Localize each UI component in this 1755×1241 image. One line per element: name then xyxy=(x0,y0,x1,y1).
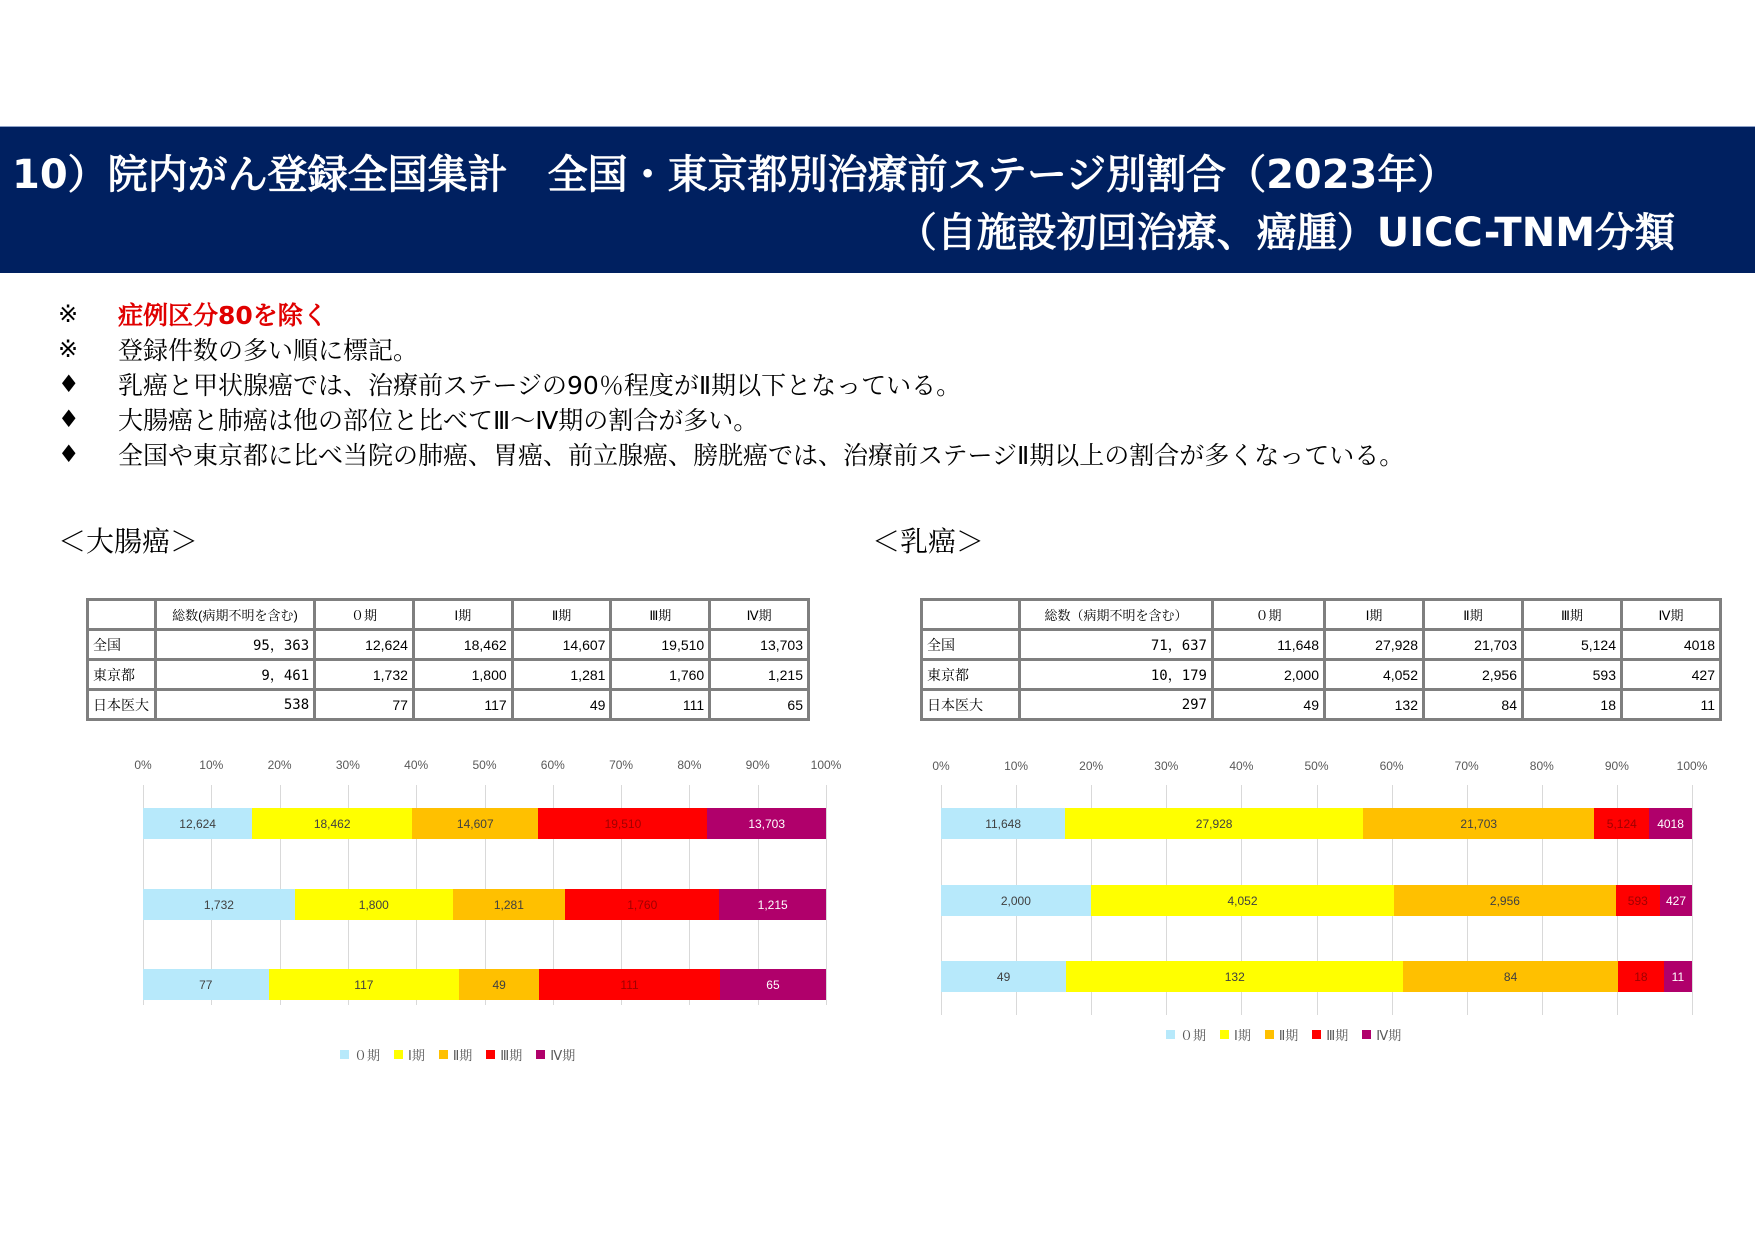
bar-segment: 77 xyxy=(143,969,269,1000)
bar-segment: 5,124 xyxy=(1594,808,1649,839)
total-cell: 538 xyxy=(155,690,314,720)
stage-count-cell: 4018 xyxy=(1622,630,1721,660)
legend-swatch-icon xyxy=(1166,1030,1175,1039)
title-banner xyxy=(0,126,1755,273)
table-row xyxy=(922,630,1721,660)
bar-segment: 427 xyxy=(1660,885,1692,916)
legend-swatch-icon xyxy=(1265,1030,1274,1039)
legend-item xyxy=(486,1045,522,1064)
reference-mark-icon: ※ xyxy=(58,334,79,363)
x-axis-tick-label: 100% xyxy=(1676,759,1708,773)
page-title: 10）院内がん登録全国集計 全国・東京都別治療前ステージ別割合（2023年） xyxy=(12,152,1458,198)
stage-count-cell: 77 xyxy=(315,690,414,720)
note-text: 全国や東京都に比べ当院の肺癌、胃癌、前立腺癌、膀胱癌では、治療前ステージⅡ期以上の割合が多くなっている。 xyxy=(118,440,1405,470)
note-item xyxy=(58,296,1404,331)
bar-segment: 49 xyxy=(459,969,539,1000)
bar-segment: 12,624 xyxy=(143,808,252,839)
column-header: ０期 xyxy=(315,600,414,630)
legend-item xyxy=(1362,1025,1401,1044)
column-header: 総数(病期不明を含む) xyxy=(155,600,314,630)
legend-swatch-icon xyxy=(439,1050,448,1059)
note-text: 症例区分80を除く xyxy=(118,300,328,330)
x-axis-tick-label: 50% xyxy=(1304,759,1329,773)
bar-segment: 4018 xyxy=(1649,808,1692,839)
stage-count-cell: 132 xyxy=(1325,690,1424,720)
bar-segment: 593 xyxy=(1616,885,1660,916)
row-label: 日本医大 xyxy=(922,690,1020,720)
x-axis-tick-label: 0% xyxy=(932,759,950,773)
page-subtitle: （自施設初回治療、癌腫）UICC-TNM分類 xyxy=(896,210,1675,256)
column-header: Ⅳ期 xyxy=(1622,600,1721,630)
stage-count-cell: 111 xyxy=(611,690,710,720)
column-header: Ⅳ期 xyxy=(710,600,809,630)
bar-segment: 1,281 xyxy=(453,889,565,920)
notes-list xyxy=(58,296,1404,471)
legend-item xyxy=(340,1045,380,1064)
legend-label: Ⅰ期 xyxy=(408,1049,425,1064)
legend-item xyxy=(1220,1025,1251,1044)
x-axis-tick-label: 90% xyxy=(745,758,770,772)
table-row xyxy=(922,690,1721,720)
section-title-breast: ＜乳癌＞ xyxy=(872,525,985,558)
legend-swatch-icon xyxy=(340,1050,349,1059)
column-header: Ⅰ期 xyxy=(1325,600,1424,630)
total-cell: 9，461 xyxy=(155,660,314,690)
bar-segment: 13,703 xyxy=(707,808,826,839)
legend-item xyxy=(1265,1025,1298,1044)
total-cell: 71，637 xyxy=(1020,630,1213,660)
stage-count-cell: 5,124 xyxy=(1523,630,1622,660)
x-axis-tick-label: 80% xyxy=(1529,759,1554,773)
stacked-bar xyxy=(143,969,826,1000)
stage-count-cell: 12,624 xyxy=(315,630,414,660)
bar-segment: 2,956 xyxy=(1394,885,1615,916)
stage-count-cell: 19,510 xyxy=(611,630,710,660)
stage-count-cell: 593 xyxy=(1523,660,1622,690)
bar-segment: 19,510 xyxy=(538,808,707,839)
x-axis-tick-label: 40% xyxy=(1229,759,1254,773)
total-cell: 297 xyxy=(1020,690,1213,720)
legend-swatch-icon xyxy=(486,1050,495,1059)
column-header xyxy=(922,600,1020,630)
legend-item xyxy=(1312,1025,1348,1044)
diamond-bullet-icon: ♦ xyxy=(58,404,80,433)
legend-label: Ⅲ期 xyxy=(500,1049,523,1064)
stage-count-cell: 18 xyxy=(1523,690,1622,720)
chart-legend xyxy=(340,1045,575,1064)
table-header-row xyxy=(88,600,809,630)
bar-segment: 11 xyxy=(1664,961,1692,992)
stage-count-cell: 84 xyxy=(1424,690,1523,720)
bar-segment: 1,732 xyxy=(143,889,295,920)
gridline xyxy=(1692,785,1693,1015)
legend-label: Ⅳ期 xyxy=(1376,1029,1402,1044)
chart-legend xyxy=(1166,1025,1401,1044)
legend-swatch-icon xyxy=(394,1050,403,1059)
gridline xyxy=(826,785,827,1005)
stacked-bar xyxy=(941,961,1692,992)
column-header: Ⅲ期 xyxy=(1523,600,1622,630)
note-item xyxy=(58,436,1404,471)
bar-segment: 84 xyxy=(1403,961,1618,992)
stage-count-cell: 65 xyxy=(710,690,809,720)
column-header: Ⅰ期 xyxy=(413,600,512,630)
row-label: 日本医大 xyxy=(88,690,156,720)
stage-count-cell: 2,956 xyxy=(1424,660,1523,690)
bar-segment: 1,760 xyxy=(565,889,719,920)
x-axis-tick-label: 80% xyxy=(677,758,702,772)
x-axis-tick-label: 60% xyxy=(1379,759,1404,773)
x-axis-tick-label: 50% xyxy=(472,758,497,772)
column-header: Ⅱ期 xyxy=(1424,600,1523,630)
bar-segment: 132 xyxy=(1066,961,1403,992)
reference-mark-icon: ※ xyxy=(58,299,79,328)
x-axis-tick-label: 70% xyxy=(609,758,634,772)
note-text: 大腸癌と肺癌は他の部位と比べてⅢ～Ⅳ期の割合が多い。 xyxy=(118,405,759,435)
stage-count-cell: 1,732 xyxy=(315,660,414,690)
column-header: Ⅱ期 xyxy=(512,600,611,630)
column-header: ０期 xyxy=(1213,600,1325,630)
row-label: 全国 xyxy=(922,630,1020,660)
note-item xyxy=(58,366,1404,401)
legend-swatch-icon xyxy=(1312,1030,1321,1039)
x-axis-tick-label: 100% xyxy=(810,758,842,772)
column-header: 総数（病期不明を含む） xyxy=(1020,600,1213,630)
legend-swatch-icon xyxy=(1220,1030,1229,1039)
x-axis-tick-label: 40% xyxy=(404,758,429,772)
x-axis-tick-label: 70% xyxy=(1454,759,1479,773)
x-axis-tick-label: 90% xyxy=(1604,759,1629,773)
x-axis-tick-label: 10% xyxy=(199,758,224,772)
stage-count-cell: 427 xyxy=(1622,660,1721,690)
stage-count-cell: 49 xyxy=(1213,690,1325,720)
legend-label: Ⅳ期 xyxy=(550,1049,576,1064)
diamond-bullet-icon: ♦ xyxy=(58,439,80,468)
row-label: 全国 xyxy=(88,630,156,660)
x-axis-tick-label: 20% xyxy=(1079,759,1104,773)
bar-segment: 11,648 xyxy=(941,808,1065,839)
stage-count-cell: 11 xyxy=(1622,690,1721,720)
x-axis-tick-label: 10% xyxy=(1004,759,1029,773)
legend-swatch-icon xyxy=(1362,1030,1371,1039)
stage-count-cell: 1,281 xyxy=(512,660,611,690)
table-header-row xyxy=(922,600,1721,630)
stage-count-cell: 4,052 xyxy=(1325,660,1424,690)
legend-item xyxy=(536,1045,575,1064)
legend-item xyxy=(1166,1025,1206,1044)
note-text: 登録件数の多い順に標記。 xyxy=(118,335,419,365)
bar-segment: 18,462 xyxy=(252,808,412,839)
bar-segment: 117 xyxy=(269,969,460,1000)
bar-segment: 4,052 xyxy=(1091,885,1394,916)
x-axis-tick-label: 30% xyxy=(335,758,360,772)
bar-segment: 1,215 xyxy=(719,889,826,920)
colorectal-stage-table xyxy=(86,598,810,721)
bar-segment: 49 xyxy=(941,961,1066,992)
bar-segment: 21,703 xyxy=(1363,808,1594,839)
table-row xyxy=(922,660,1721,690)
legend-label: ０期 xyxy=(354,1049,381,1064)
column-header: Ⅲ期 xyxy=(611,600,710,630)
x-axis-tick-label: 30% xyxy=(1154,759,1179,773)
x-axis-tick-label: 60% xyxy=(540,758,565,772)
x-axis-tick-label: 20% xyxy=(267,758,292,772)
column-header xyxy=(88,600,156,630)
note-item xyxy=(58,401,1404,436)
stage-count-cell: 2,000 xyxy=(1213,660,1325,690)
stacked-bar xyxy=(143,889,826,920)
total-cell: 95，363 xyxy=(155,630,314,660)
stage-count-cell: 21,703 xyxy=(1424,630,1523,660)
bar-segment: 111 xyxy=(539,969,720,1000)
stage-count-cell: 18,462 xyxy=(413,630,512,660)
legend-label: Ⅱ期 xyxy=(452,1049,473,1064)
legend-swatch-icon xyxy=(536,1050,545,1059)
stage-count-cell: 14,607 xyxy=(512,630,611,660)
bar-segment: 1,800 xyxy=(295,889,453,920)
bar-segment: 18 xyxy=(1618,961,1664,992)
stage-count-cell: 1,215 xyxy=(710,660,809,690)
stage-count-cell: 117 xyxy=(413,690,512,720)
legend-label: Ⅱ期 xyxy=(1278,1029,1299,1044)
bar-segment: 27,928 xyxy=(1065,808,1363,839)
stage-count-cell: 1,760 xyxy=(611,660,710,690)
bar-segment: 14,607 xyxy=(412,808,538,839)
legend-label: Ⅰ期 xyxy=(1234,1029,1251,1044)
note-item xyxy=(58,331,1404,366)
row-label: 東京都 xyxy=(88,660,156,690)
table-row xyxy=(88,660,809,690)
note-text: 乳癌と甲状腺癌では、治療前ステージの90％程度がⅡ期以下となっている。 xyxy=(118,370,962,400)
stage-count-cell: 11,648 xyxy=(1213,630,1325,660)
row-label: 東京都 xyxy=(922,660,1020,690)
diamond-bullet-icon: ♦ xyxy=(58,369,80,398)
stage-count-cell: 1,800 xyxy=(413,660,512,690)
stage-count-cell: 13,703 xyxy=(710,630,809,660)
section-title-colorectal: ＜大腸癌＞ xyxy=(58,525,199,558)
bar-segment: 2,000 xyxy=(941,885,1091,916)
total-cell: 10，179 xyxy=(1020,660,1213,690)
legend-label: Ⅲ期 xyxy=(1326,1029,1349,1044)
legend-item xyxy=(394,1045,425,1064)
table-row xyxy=(88,630,809,660)
stage-count-cell: 49 xyxy=(512,690,611,720)
legend-item xyxy=(439,1045,472,1064)
stacked-bar xyxy=(143,808,826,839)
x-axis-tick-label: 0% xyxy=(134,758,152,772)
breast-stage-table xyxy=(920,598,1722,721)
table-row xyxy=(88,690,809,720)
stacked-bar xyxy=(941,885,1692,916)
stacked-bar xyxy=(941,808,1692,839)
bar-segment: 65 xyxy=(720,969,826,1000)
legend-label: ０期 xyxy=(1180,1029,1207,1044)
stage-count-cell: 27,928 xyxy=(1325,630,1424,660)
